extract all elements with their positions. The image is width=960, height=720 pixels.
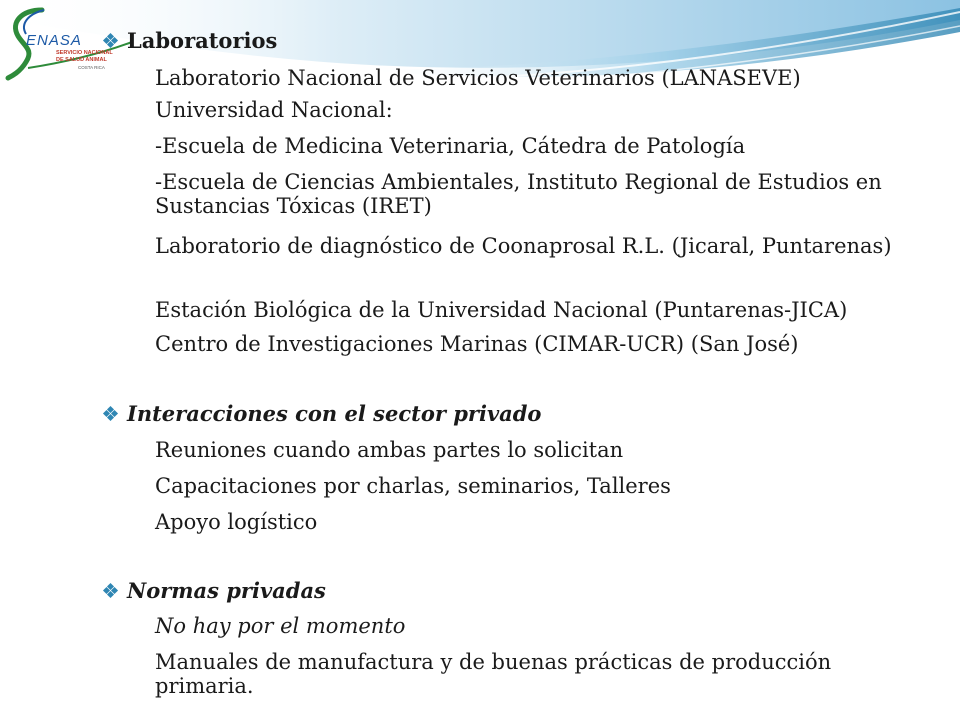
logo-subtitle-2: DE SALUD ANIMAL — [56, 57, 107, 63]
list-item: Centro de Investigaciones Marinas (CIMAR-UCR) (San José) — [155, 332, 799, 356]
heading-normas — [104, 578, 326, 603]
heading-text: Interacciones con el sector privado — [127, 401, 542, 426]
list-item: Universidad Nacional: — [155, 98, 393, 122]
list-item: Laboratorio Nacional de Servicios Veterinarios (LANASEVE) — [155, 66, 801, 90]
list-item: Capacitaciones por charlas, seminarios, Talleres — [155, 474, 671, 498]
heading-interacciones — [104, 401, 541, 426]
logo-name: ENASA — [26, 32, 82, 49]
list-item: Reuniones cuando ambas partes lo solicitan — [155, 438, 624, 462]
list-item: Estación Biológica de la Universidad Nacional (Puntarenas-JICA) — [155, 298, 848, 322]
heading-text: Normas privadas — [127, 578, 326, 603]
list-item: Apoyo logístico — [155, 510, 318, 534]
list-item: No hay por el momento — [155, 614, 406, 638]
list-item: Manuales de manufactura y de buenas prácticas de producción primaria. — [155, 650, 832, 698]
diamond-bullet-icon — [104, 34, 118, 48]
logo-subtitle-1: SERVICIO NACIONAL — [56, 50, 113, 56]
list-item: -Escuela de Ciencias Ambientales, Instituto Regional de Estudios en Sustancias Tóxicas (IRET) — [155, 170, 882, 218]
logo-country: COSTA RICA — [78, 65, 105, 70]
heading-text: Laboratorios — [127, 28, 278, 53]
diamond-bullet-icon — [104, 584, 118, 598]
list-item: Laboratorio de diagnóstico de Coonaprosal R.L. (Jicaral, Puntarenas) — [155, 234, 892, 258]
list-item: -Escuela de Medicina Veterinaria, Cátedra de Patología — [155, 134, 746, 158]
heading-laboratorios — [104, 28, 277, 53]
diamond-bullet-icon — [104, 407, 118, 421]
